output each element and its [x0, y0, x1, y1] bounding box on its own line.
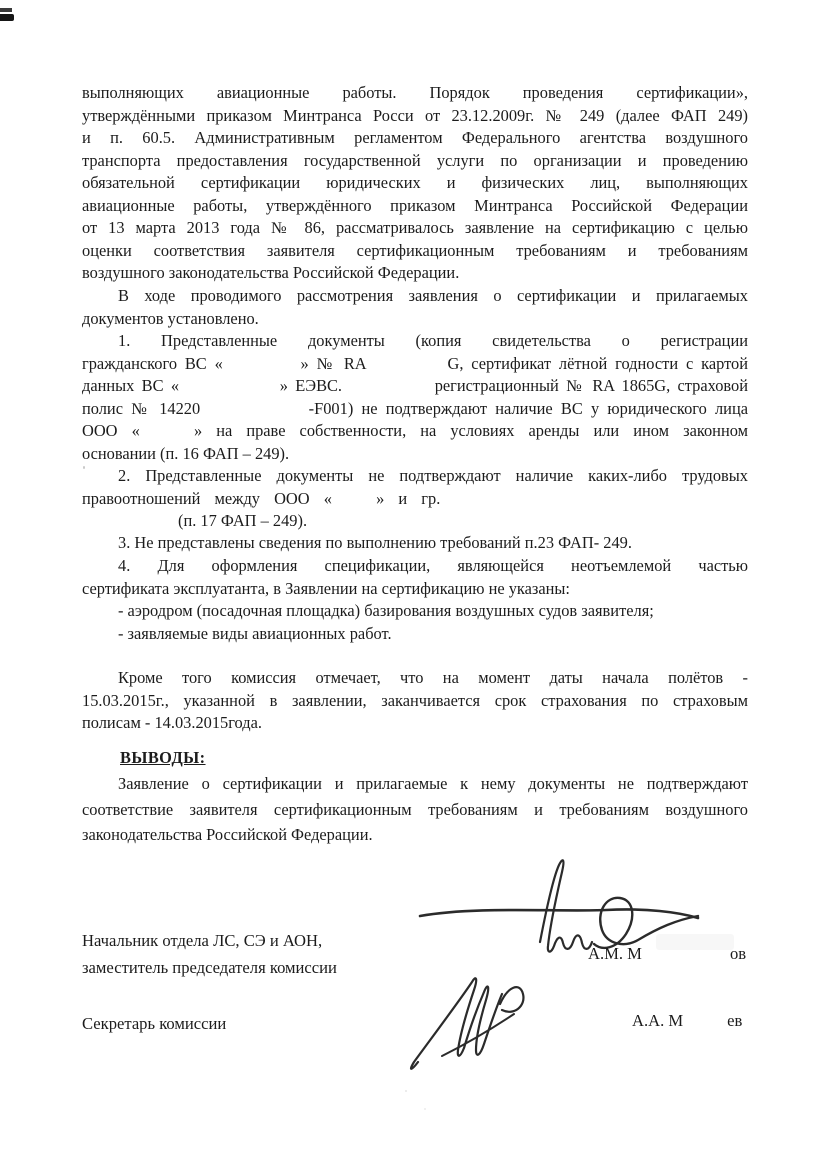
- text-segment: » ЕЭВС.: [279, 376, 343, 395]
- text-line: Заявление о сертификации и прилагаемые к нему документы не подтверждают: [118, 774, 748, 793]
- text-line-redacted: [82, 353, 748, 376]
- scan-speck: [405, 1090, 407, 1092]
- text-line: 1. Представленные документы (копия свидетельства о регистрации: [118, 331, 748, 350]
- text-line: соответствие заявителя сертификационным требованиям и требованиям воздушного: [82, 799, 748, 819]
- text-line: оценки соответствия заявителя сертификационным требованиям и требованиям: [82, 240, 748, 260]
- text-line: от 13 марта 2013 года № 86, рассматривалось заявление на сертификацию с целью: [82, 218, 748, 237]
- redaction-gap: [349, 390, 427, 391]
- text-line: документов установлено.: [82, 308, 259, 328]
- finding-item-1: [82, 330, 748, 465]
- name-suffix: ов: [729, 944, 747, 963]
- conclusions-heading-block: [82, 747, 748, 770]
- signatory-2-name: [632, 1010, 742, 1032]
- conclusions-heading: ВЫВОДЫ:: [120, 748, 206, 767]
- text-line: Начальник отдела ЛС, СЭ и АОН,: [82, 931, 323, 950]
- text-segment: регистрационный № RA 1865G, страховой: [434, 376, 748, 395]
- redaction-gap: [231, 368, 293, 369]
- text-line: законодательства Российской Федерации.: [82, 825, 373, 844]
- text-line: 15.03.2015г., указанной в заявлении, заканчивается срок страхования по страховым: [82, 690, 748, 710]
- text-segment: » и гр.: [376, 488, 441, 508]
- finding-item-3: [82, 532, 748, 555]
- text-line-redacted: [82, 375, 748, 398]
- scan-artifact-bar: [0, 14, 14, 21]
- name-initials: А.М. М: [588, 944, 642, 963]
- text-line: Кроме того комиссия отмечает, что на момент даты начала полётов -: [118, 668, 748, 687]
- text-line: обязательной сертификации юридических и физических лиц, выполняющих: [82, 173, 748, 192]
- text-line: В ходе проводимого рассмотрения заявления о сертификации и прилагаемых: [118, 286, 748, 305]
- redaction-gap: [208, 413, 300, 414]
- text-line: транспорта предоставления государственной услуги по организации и проведению: [82, 150, 748, 170]
- dash-list-item: - заявляемые виды авиационных работ.: [118, 623, 392, 643]
- redaction-gap: [154, 435, 180, 436]
- text-line: 2. Представленные документы не подтверждают наличие каких-либо трудовых: [118, 466, 748, 485]
- redaction-gap: [642, 958, 730, 959]
- text-line: утверждёнными приказом Минтранса Росси от 23.12.2009г. № 249 (далее ФАП 249): [82, 105, 748, 125]
- text-segment: гражданского ВС «: [82, 353, 223, 373]
- dash-list-item: - аэродром (посадочная площадка) базирования воздушных судов заявителя;: [118, 601, 654, 620]
- scan-artifact-bar: [0, 8, 12, 12]
- name-initials: А.А. М: [632, 1011, 684, 1030]
- text-line: основании (п. 16 ФАП – 249).: [82, 443, 290, 463]
- text-segment: » № RA: [300, 353, 366, 373]
- redaction-gap: [186, 390, 272, 391]
- scan-artifact-corner: [0, 6, 16, 24]
- text-line: 3. Не представлены сведения по выполнению требований п.23 ФАП- 249.: [118, 533, 632, 552]
- paragraph-insurance-note: [82, 667, 748, 735]
- text-segment: правоотношений между ООО «: [82, 488, 332, 508]
- name-suffix: ев: [727, 1011, 743, 1030]
- text-line: 4. Для оформления спецификации, являющейся неотъемлемой частью: [118, 556, 748, 575]
- scan-speck: [83, 466, 85, 469]
- text-line: заместитель председателя комиссии: [82, 958, 337, 977]
- text-segment: ООО «: [82, 421, 140, 440]
- text-segment: G, сертификат лётной годности с картой: [447, 353, 748, 373]
- text-line-redacted: [82, 488, 748, 511]
- text-line: воздушного законодательства Российской Федерации.: [82, 263, 460, 282]
- text-line-redacted: [82, 398, 748, 421]
- finding-item-4: [82, 555, 748, 645]
- redaction-gap: [683, 1025, 727, 1026]
- text-line: авиационные работы, утверждённого приказом Минтранса Российской Федерации: [82, 195, 748, 215]
- text-line: и п. 60.5. Административным регламентом Федерального агентства воздушного: [82, 128, 748, 147]
- text-segment: полис № 14220: [82, 398, 201, 418]
- conclusions-paragraph: [82, 771, 748, 848]
- text-line: Секретарь комиссии: [82, 1014, 227, 1033]
- text-line: (п. 17 ФАП – 249).: [178, 511, 308, 530]
- redaction-gap: [374, 368, 440, 369]
- text-line: полисам - 14.03.2015года.: [82, 713, 262, 732]
- signatory-1-name: [588, 943, 746, 965]
- paragraph-review-intro: [82, 285, 748, 330]
- scan-speck: [424, 1108, 426, 1110]
- text-line: сертификата эксплуатанта, в Заявлении на сертификацию не указаны:: [82, 578, 570, 598]
- text-line: выполняющих авиационные работы. Порядок проведения сертификации»,: [82, 83, 748, 102]
- paragraph-regulations: [82, 82, 748, 285]
- finding-item-2: [82, 465, 748, 533]
- text-line-redacted: [82, 420, 748, 443]
- text-segment: » на праве собственности, на условиях аренды или ином законном: [193, 421, 748, 440]
- redaction-gap: [346, 503, 362, 504]
- text-segment: данных ВС «: [82, 376, 180, 395]
- text-segment: -F001) не подтверждают наличие ВС у юридического лица: [308, 398, 748, 418]
